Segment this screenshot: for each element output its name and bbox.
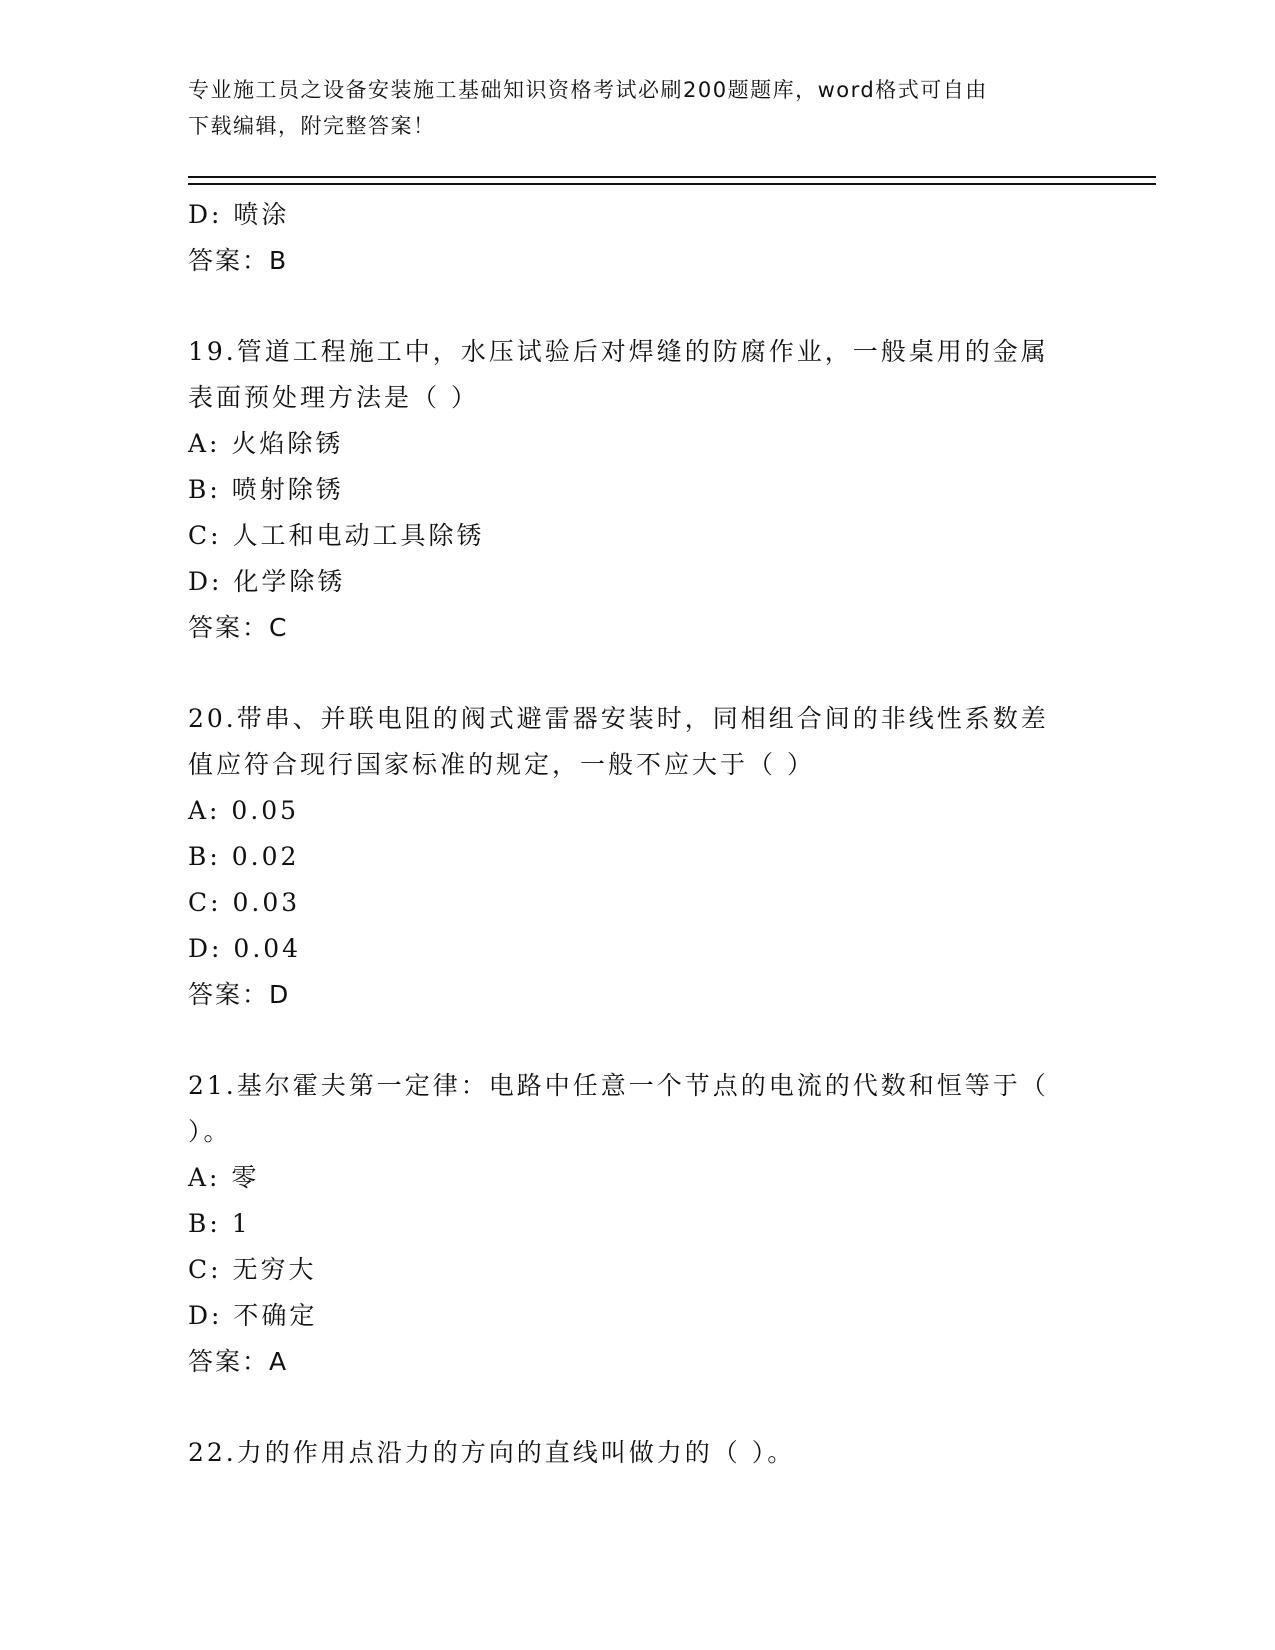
question-20-stem-line-2: 值应符合现行国家标准的规定，一般不应大于（ ） (188, 750, 815, 779)
question-block-22 (188, 1430, 1088, 1476)
question-content (188, 192, 1088, 1476)
question-20-option-a: A: 0.05 (188, 796, 300, 825)
question-20-option-b: B: 0.02 (188, 842, 300, 871)
question-21-answer: 答案：A (188, 1347, 289, 1376)
header-line-1: 专业施工员之设备安装施工基础知识资格考试必刷200题题库，word格式可自由 (188, 78, 988, 102)
question-20-answer: 答案：D (188, 980, 291, 1009)
question-20-option-c: C: 0.03 (188, 888, 301, 917)
question-21-stem-line-1: 21.基尔霍夫第一定律：电路中任意一个节点的电流的代数和恒等于（ (188, 1071, 1049, 1100)
prev-answer: 答案：B (188, 246, 289, 275)
header-line-2: 下载编辑，附完整答案！ (188, 114, 436, 138)
document-header (188, 72, 1068, 144)
question-21-option-b: B: 1 (188, 1209, 251, 1238)
question-20-stem-line-1: 20.带串、并联电阻的阀式避雷器安装时，同相组合间的非线性系数差 (188, 704, 1049, 733)
question-block-19 (188, 329, 1088, 651)
question-19-stem-line-2: 表面预处理方法是（ ） (188, 383, 479, 412)
header-divider-top (188, 176, 1156, 178)
question-22-stem-line-1: 22.力的作用点沿力的方向的直线叫做力的（ ）。 (188, 1438, 796, 1467)
question-19-option-c: C: 人工和电动工具除锈 (188, 521, 485, 550)
prev-option-d: D: 喷涂 (188, 200, 290, 229)
question-21-option-a: A: 零 (188, 1163, 260, 1192)
question-19-option-b: B: 喷射除锈 (188, 475, 344, 504)
header-divider-bottom (188, 183, 1156, 185)
question-19-answer: 答案：C (188, 613, 289, 642)
question-19-option-a: A: 火焰除锈 (188, 429, 344, 458)
question-20-option-d: D: 0.04 (188, 934, 302, 963)
question-21-option-d: D: 不确定 (188, 1301, 318, 1330)
question-21-stem-line-2: ）。 (188, 1117, 232, 1146)
question-19-option-d: D: 化学除锈 (188, 567, 346, 596)
question-21-option-c: C: 无穷大 (188, 1255, 317, 1284)
question-block-20 (188, 696, 1088, 1018)
question-block-21 (188, 1063, 1088, 1385)
question-19-stem-line-1: 19.管道工程施工中，水压试验后对焊缝的防腐作业，一般桌用的金属 (188, 337, 1049, 366)
